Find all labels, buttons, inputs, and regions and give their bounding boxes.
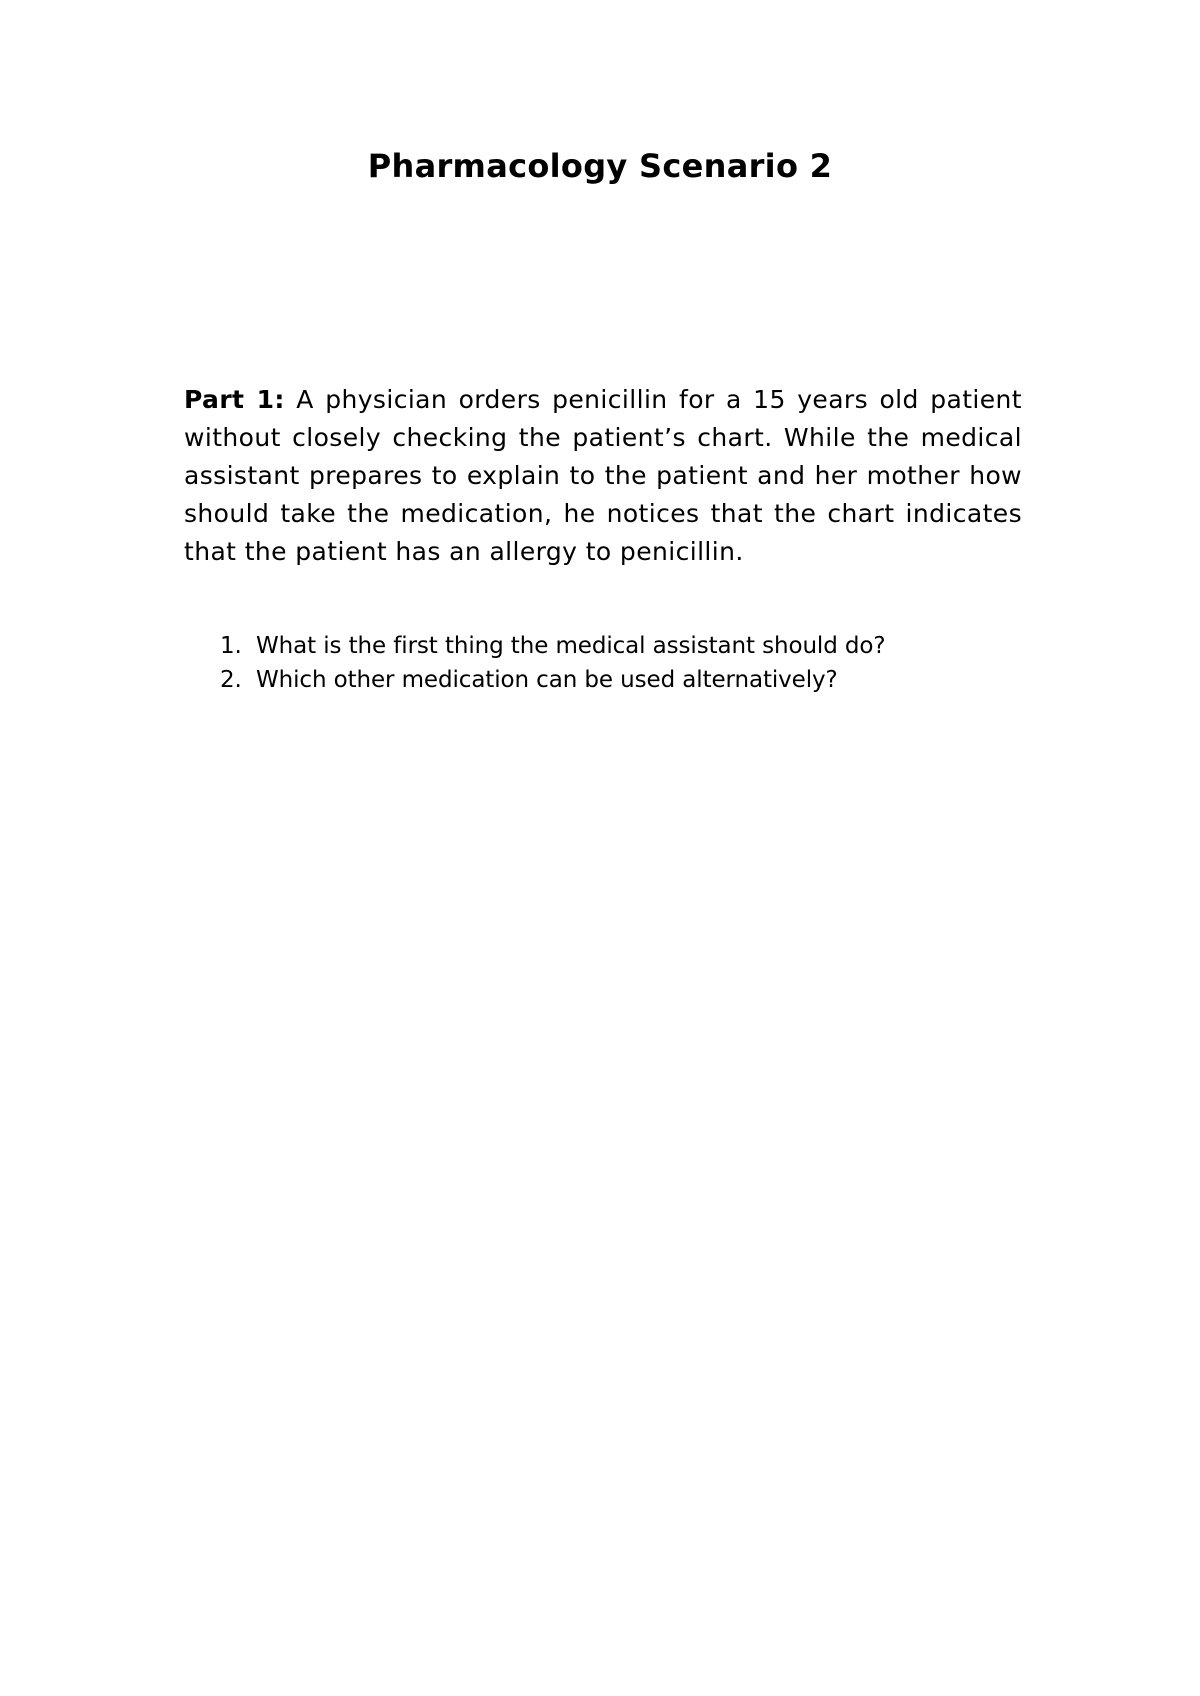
question-item bbox=[184, 663, 1022, 697]
question-text: What is the first thing the medical assistant should do? bbox=[256, 633, 886, 659]
question-number: 1. bbox=[220, 633, 242, 659]
scenario-paragraph bbox=[184, 381, 1022, 571]
question-list bbox=[184, 629, 1022, 697]
document-title: Pharmacology Scenario 2 bbox=[367, 147, 833, 185]
question-number: 2. bbox=[220, 667, 242, 693]
scenario-text: A physician orders penicillin for a 15 years old patient without closely checking the patient’s chart. While the medical assistant prepares to explain to the patient and her mother how should take the medication, he notices that the chart indicates that the patient has an allergy to penicillin. bbox=[184, 385, 1023, 566]
question-text: Which other medication can be used alternatively? bbox=[256, 667, 838, 693]
part-label: Part 1: bbox=[184, 385, 285, 414]
question-item bbox=[184, 629, 1022, 663]
